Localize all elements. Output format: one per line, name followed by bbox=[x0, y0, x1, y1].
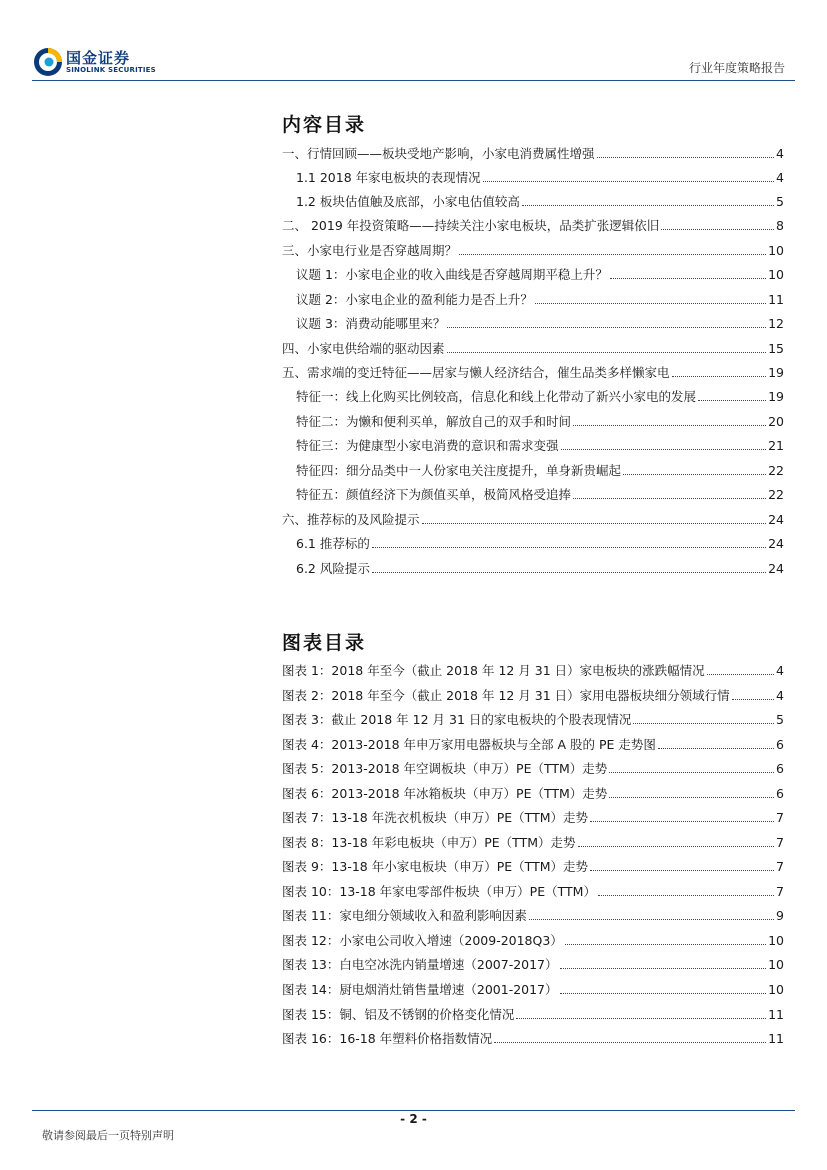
toc-entry[interactable]: 六、推荐标的及风险提示 24 bbox=[282, 512, 784, 527]
toc-entry[interactable]: 议题 1：小家电企业的收入曲线是否穿越周期平稳上升？ 10 bbox=[296, 267, 784, 282]
page-number: - 2 - bbox=[400, 1112, 427, 1126]
toc-entry[interactable]: 三、小家电行业是否穿越周期？ 10 bbox=[282, 243, 784, 258]
figure-entry[interactable]: 图表 16：16-18 年塑料价格指数情况 11 bbox=[282, 1031, 784, 1046]
toc-entry[interactable]: 议题 3：消费动能哪里来？ 12 bbox=[296, 316, 784, 331]
figure-entry[interactable]: 图表 7：13-18 年洗衣机板块（申万）PE（TTM）走势 7 bbox=[282, 810, 784, 825]
toc-entry[interactable]: 五、需求端的变迁特征——居家与懒人经济结合，催生品类多样懒家电 19 bbox=[282, 365, 784, 380]
figure-entry[interactable]: 图表 1：2018 年至今（截止 2018 年 12 月 31 日）家电板块的涨跌幅情况 4 bbox=[282, 663, 784, 678]
toc-entry[interactable]: 特征五：颜值经济下为颜值买单，极简风格受追捧 22 bbox=[296, 487, 784, 502]
figure-entry[interactable]: 图表 12：小家电公司收入增速（2009-2018Q3） 10 bbox=[282, 933, 784, 948]
figure-entry[interactable]: 图表 14：厨电烟消灶销售量增速（2001-2017） 10 bbox=[282, 982, 784, 997]
figure-entry[interactable]: 图表 13：白电空冰洗内销量增速（2007-2017） 10 bbox=[282, 957, 784, 972]
logo-text-cn: 国金证券 bbox=[66, 49, 131, 67]
toc-entry[interactable]: 特征四：细分品类中一人份家电关注度提升，单身新贵崛起 22 bbox=[296, 463, 784, 478]
report-type: 行业年度策略报告 bbox=[688, 61, 785, 75]
toc-entry[interactable]: 二、 2019 年投资策略——持续关注小家电板块，品类扩张逻辑依旧 8 bbox=[282, 218, 784, 233]
disclaimer-note: 敬请参阅最后一页特别声明 bbox=[42, 1129, 174, 1142]
figure-entry[interactable]: 图表 11：家电细分领域收入和盈利影响因素 9 bbox=[282, 908, 784, 923]
sinolink-logo-icon bbox=[32, 46, 66, 78]
figure-entry[interactable]: 图表 6：2013-2018 年冰箱板块（申万）PE（TTM）走势 6 bbox=[282, 786, 784, 801]
figure-entry[interactable]: 图表 8：13-18 年彩电板块（申万）PE（TTM）走势 7 bbox=[282, 835, 784, 850]
figure-entry[interactable]: 图表 5：2013-2018 年空调板块（申万）PE（TTM）走势 6 bbox=[282, 761, 784, 776]
figure-entry[interactable]: 图表 15：铜、铝及不锈钢的价格变化情况 11 bbox=[282, 1007, 784, 1022]
figures-title: 图表目录 bbox=[282, 632, 367, 654]
toc-entry[interactable]: 特征三：为健康型小家电消费的意识和需求变强 21 bbox=[296, 438, 784, 453]
header-divider bbox=[32, 80, 795, 81]
footer-divider bbox=[32, 1110, 795, 1111]
toc-entry[interactable]: 6.1 推荐标的 24 bbox=[296, 536, 784, 551]
figure-entry[interactable]: 图表 10：13-18 年家电零部件板块（申万）PE（TTM） 7 bbox=[282, 884, 784, 899]
toc-entry[interactable]: 一、行情回顾——板块受地产影响，小家电消费属性增强 4 bbox=[282, 146, 784, 161]
toc-entry[interactable]: 1.1 2018 年家电板块的表现情况 4 bbox=[296, 170, 784, 185]
figure-entry[interactable]: 图表 4：2013-2018 年申万家用电器板块与全部 A 股的 PE 走势图 6 bbox=[282, 737, 784, 752]
toc-entry[interactable]: 特征一：线上化购买比例较高，信息化和线上化带动了新兴小家电的发展 19 bbox=[296, 389, 784, 404]
toc-entry[interactable]: 6.2 风险提示 24 bbox=[296, 561, 784, 576]
figure-entry[interactable]: 图表 2：2018 年至今（截止 2018 年 12 月 31 日）家用电器板块细分领域行情 4 bbox=[282, 688, 784, 703]
toc-title: 内容目录 bbox=[282, 114, 367, 136]
logo-text-en: SINOLINK SECURITIES bbox=[66, 66, 156, 74]
toc-entry[interactable]: 1.2 板块估值触及底部，小家电估值较高 5 bbox=[296, 194, 784, 209]
figure-entry[interactable]: 图表 3：截止 2018 年 12 月 31 日的家电板块的个股表现情况 5 bbox=[282, 712, 784, 727]
figure-entry[interactable]: 图表 9：13-18 年小家电板块（申万）PE（TTM）走势 7 bbox=[282, 859, 784, 874]
page-header bbox=[0, 0, 827, 84]
toc-entry[interactable]: 议题 2：小家电企业的盈利能力是否上升？ 11 bbox=[296, 292, 784, 307]
toc-entry[interactable]: 特征二：为懒和便利买单，解放自己的双手和时间 20 bbox=[296, 414, 784, 429]
toc-entry[interactable]: 四、小家电供给端的驱动因素 15 bbox=[282, 341, 784, 356]
